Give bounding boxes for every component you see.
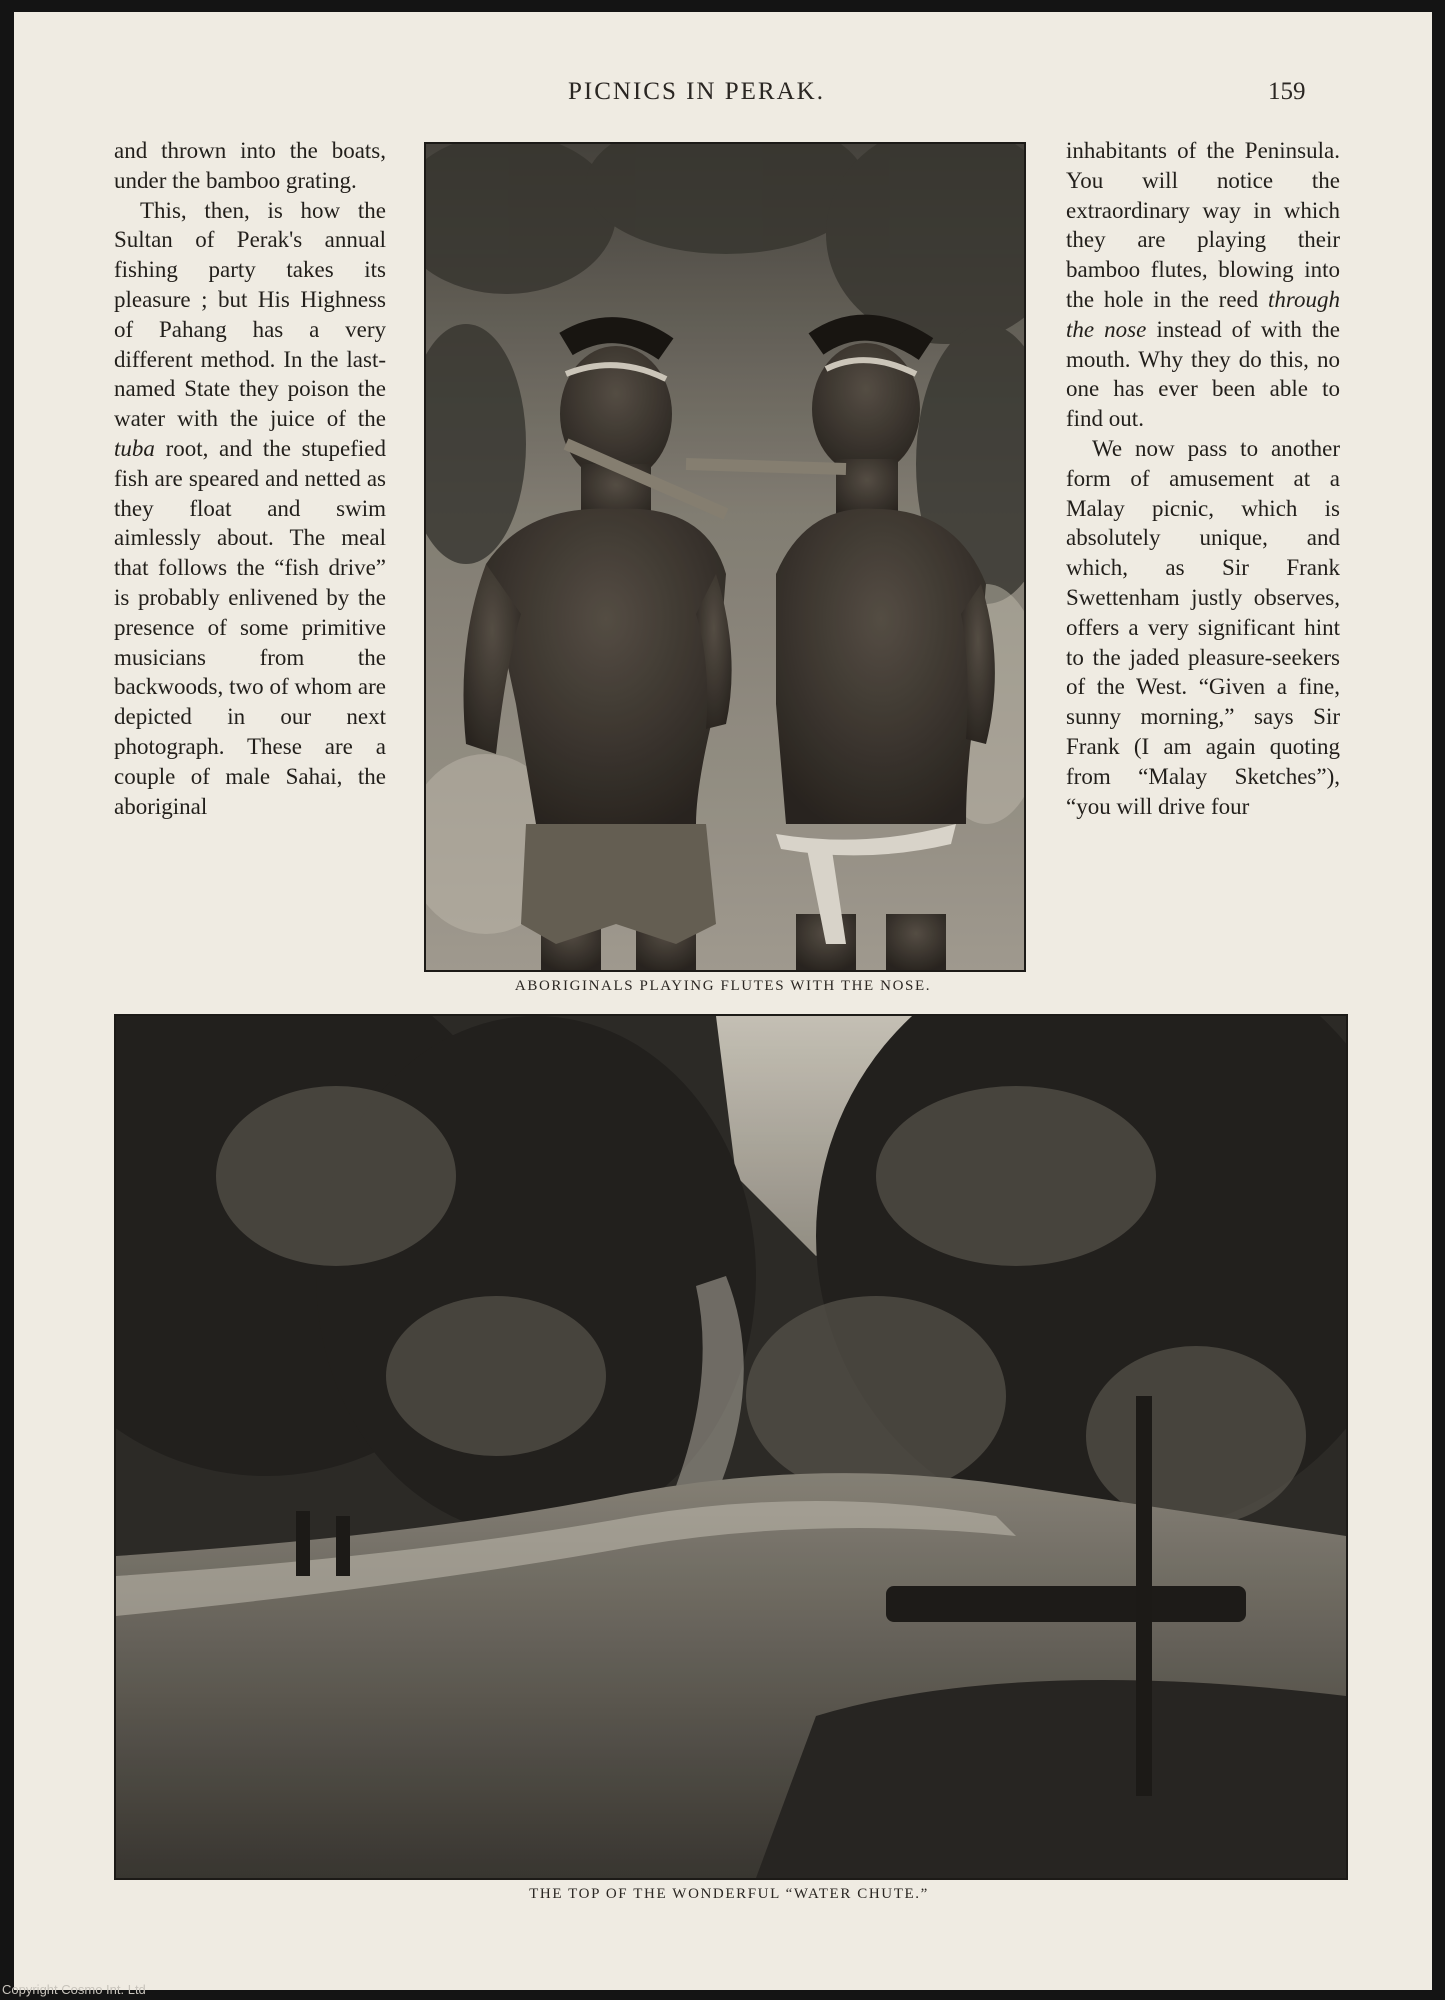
- caption-aboriginals-playing-flutes: ABORIGINALS PLAYING FLUTES WITH THE NOSE.: [514, 978, 932, 994]
- running-title: PICNICS IN PERAK.: [568, 78, 825, 105]
- page-number: 159: [1268, 78, 1306, 105]
- right-paragraph-2: We now pass to another form of amusement at a Malay picnic, which is absolutely unique, and which, as Sir Frank Swettenham justly observes, offers a very significant hint to the jaded pleasure-seekers of the West. “Given a fine, sunny morning,” says Sir Frank (I am again quoting from “Malay Sketches”), “you will drive four: [1066, 435, 1340, 819]
- photo-aboriginals-playing-flutes: [424, 142, 1026, 972]
- right-text-column: [1066, 136, 1340, 821]
- italic-phrase: through the nose: [1066, 286, 1340, 342]
- caption-water-chute: THE TOP OF THE WONDERFUL “WATER CHUTE.”: [529, 1886, 929, 1902]
- left-text-column: [114, 136, 386, 821]
- photo-water-chute: [114, 1014, 1348, 1880]
- right-paragraph-1: inhabitants of the Peninsula. You will notice the extraordinary way in which they are playing their bamboo flutes, blowing into the hole in the reed through the nose instead of with the mouth. Why they do this, no one has ever been able to find out.: [1066, 138, 1341, 432]
- copyright-notice: Copyright Cosmo Int. Ltd: [2, 1982, 146, 1997]
- left-paragraph-1: and thrown into the boats, under the bamboo grating.: [114, 138, 386, 193]
- italic-phrase: tuba: [114, 435, 155, 461]
- left-paragraph-2: This, then, is how the Sultan of Perak's annual fishing party takes its pleasure ; but His Highness of Pahang has a very different method. In the last-named State they poison the water with the juice of the tuba root, and the stupefied fish are speared and netted as they float and swim aimlessly about. The meal that follows the “fish drive” is probably enlivened by the presence of some primitive musicians from the backwoods, two of whom are depicted in our next photograph. These are a couple of male Sahai, the aboriginal: [114, 197, 386, 819]
